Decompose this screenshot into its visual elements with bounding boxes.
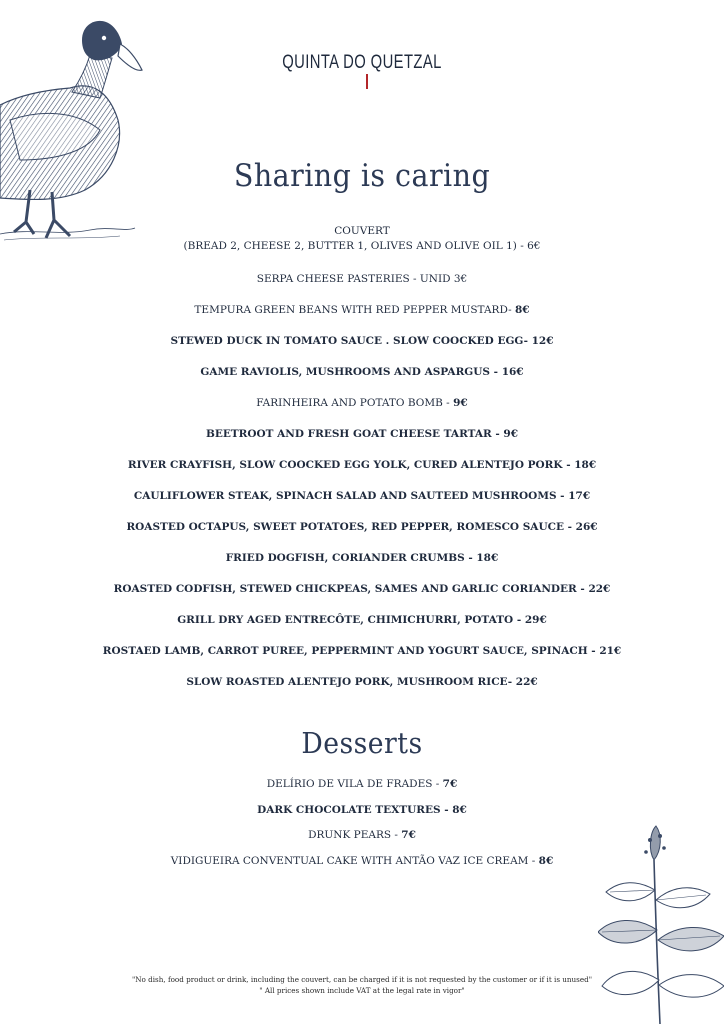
footnote-couvert-notice: "No dish, food product or drink, including the couvert, can be charged if it is not requested by the customer or if it is unused" xyxy=(131,975,593,984)
menu-item: DRUNK PEARS - 7€ xyxy=(308,829,416,841)
menu-item: STEWED DUCK IN TOMATO SAUCE . SLOW COOCKED EGG- 12€ xyxy=(170,335,554,347)
menu-item: SLOW ROASTED ALENTEJO PORK, MUSHROOM RICE- 22€ xyxy=(186,676,538,688)
herb-illustration xyxy=(598,820,724,1024)
brand-logo: QUINTA DO QUETZAL xyxy=(282,52,442,73)
menu-item: VIDIGUEIRA CONVENTUAL CAKE WITH ANTÃO VAZ ICE CREAM - 8€ xyxy=(170,854,554,867)
menu-item: ROASTED OCTAPUS, SWEET POTATOES, RED PEPPER, ROMESCO SAUCE - 26€ xyxy=(126,521,598,533)
menu-item: DELÍRIO DE VILA DE FRADES - 7€ xyxy=(266,778,458,790)
menu-item: FRIED DOGFISH, CORIANDER CRUMBS - 18€ xyxy=(225,552,499,564)
logo-accent-mark xyxy=(366,74,368,89)
menu-item: SERPA CHEESE PASTERIES - UNID 3€ xyxy=(256,273,468,285)
menu-item: ROASTED CODFISH, STEWED CHICKPEAS, SAMES AND GARLIC CORIANDER - 22€ xyxy=(113,583,611,595)
sharing-menu-list xyxy=(0,270,724,704)
footnote-vat-notice: " All prices shown include VAT at the legal rate in vigor" xyxy=(259,986,465,995)
menu-item: FARINHEIRA AND POTATO BOMB - 9€ xyxy=(256,397,468,409)
menu-item: BEETROOT AND FRESH GOAT CHEESE TARTAR - 9€ xyxy=(205,428,519,440)
section-title-desserts: Desserts xyxy=(301,726,423,760)
couvert-detail: (BREAD 2, CHEESE 2, BUTTER 1, OLIVES AND OLIVE OIL 1) - 6€ xyxy=(183,240,541,252)
duck-illustration xyxy=(0,10,145,242)
menu-item: CAULIFLOWER STEAK, SPINACH SALAD AND SAUTEED MUSHROOMS - 17€ xyxy=(133,490,591,502)
menu-item: DARK CHOCOLATE TEXTURES - 8€ xyxy=(257,803,467,816)
menu-item: ROSTAED LAMB, CARROT PUREE, PEPPERMINT AND YOGURT SAUCE, SPINACH - 21€ xyxy=(102,645,622,657)
couvert-title: COUVERT xyxy=(334,225,390,237)
footnote xyxy=(130,974,594,996)
couvert-block xyxy=(0,224,724,254)
menu-item: GRILL DRY AGED ENTRECÔTE, CHIMICHURRI, POTATO - 29€ xyxy=(177,614,547,626)
menu-item: TEMPURA GREEN BEANS WITH RED PEPPER MUSTARD- 8€ xyxy=(194,304,530,316)
menu-item: RIVER CRAYFISH, SLOW COOCKED EGG YOLK, CURED ALENTEJO PORK - 18€ xyxy=(127,459,597,471)
section-title-sharing: Sharing is caring xyxy=(233,158,491,194)
menu-item: GAME RAVIOLIS, MUSHROOMS AND ASPARGUS - 16€ xyxy=(200,366,524,378)
